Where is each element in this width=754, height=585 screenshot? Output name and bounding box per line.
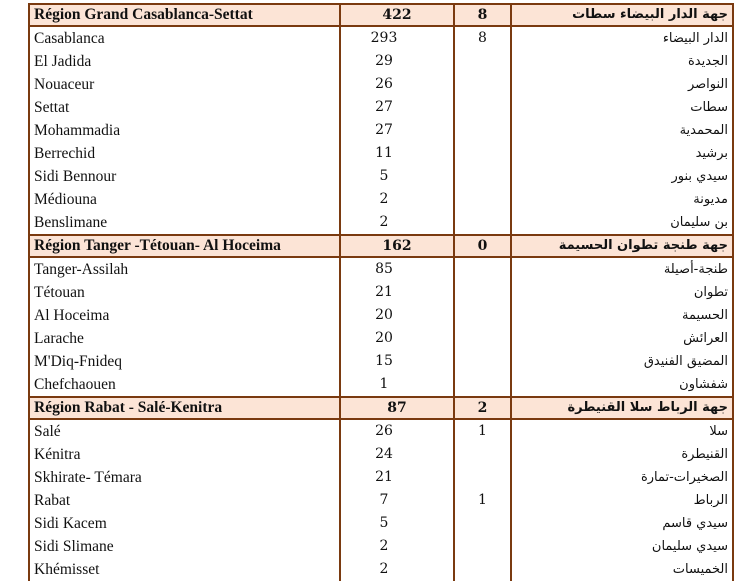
city-deaths — [454, 142, 511, 165]
city-name-ar: سلا — [511, 419, 733, 443]
city-name-ar: الحسيمة — [511, 304, 733, 327]
city-row — [29, 119, 733, 142]
city-count: 293 — [340, 26, 454, 50]
region-total: 162 — [340, 235, 454, 257]
city-name-ar: العرائش — [511, 327, 733, 350]
city-count: 20 — [340, 327, 454, 350]
city-row — [29, 50, 733, 73]
region-name-ar: جهة طنجة تطوان الحسيمة — [511, 235, 733, 257]
city-row — [29, 489, 733, 512]
city-row — [29, 512, 733, 535]
city-count: 2 — [340, 558, 454, 581]
city-row — [29, 373, 733, 397]
city-deaths — [454, 257, 511, 281]
city-name-ar: الصخيرات-تمارة — [511, 466, 733, 489]
city-count: 26 — [340, 419, 454, 443]
city-name-fr: Al Hoceima — [29, 304, 340, 327]
city-row — [29, 165, 733, 188]
region-deaths: 8 — [454, 4, 511, 26]
city-name-fr: Salé — [29, 419, 340, 443]
city-name-ar: النواصر — [511, 73, 733, 96]
city-name-ar: القنيطرة — [511, 443, 733, 466]
city-row — [29, 188, 733, 211]
city-name-fr: Mohammadia — [29, 119, 340, 142]
city-deaths — [454, 281, 511, 304]
region-deaths: 2 — [454, 397, 511, 419]
city-row — [29, 257, 733, 281]
city-deaths — [454, 211, 511, 235]
city-name-ar: طنجة-أصيلة — [511, 257, 733, 281]
city-deaths — [454, 165, 511, 188]
city-deaths — [454, 443, 511, 466]
city-deaths — [454, 327, 511, 350]
city-name-ar: سيدي بنور — [511, 165, 733, 188]
city-name-ar: سيدي سليمان — [511, 535, 733, 558]
city-name-fr: Settat — [29, 96, 340, 119]
regional-cases-table — [28, 3, 734, 581]
region-name-fr: Région Grand Casablanca-Settat — [29, 4, 340, 26]
city-deaths — [454, 96, 511, 119]
city-deaths — [454, 466, 511, 489]
city-row — [29, 350, 733, 373]
city-count: 5 — [340, 512, 454, 535]
city-count: 27 — [340, 96, 454, 119]
city-count: 2 — [340, 188, 454, 211]
city-row — [29, 304, 733, 327]
city-name-fr: Casablanca — [29, 26, 340, 50]
city-deaths — [454, 119, 511, 142]
city-row — [29, 558, 733, 581]
city-count: 27 — [340, 119, 454, 142]
city-count: 24 — [340, 443, 454, 466]
city-deaths — [454, 188, 511, 211]
city-row — [29, 419, 733, 443]
city-name-fr: El Jadida — [29, 50, 340, 73]
city-deaths: 1 — [454, 419, 511, 443]
city-name-fr: Khémisset — [29, 558, 340, 581]
city-name-fr: M'Diq-Fnideq — [29, 350, 340, 373]
region-total: 422 — [340, 4, 454, 26]
city-name-ar: مديونة — [511, 188, 733, 211]
city-deaths — [454, 304, 511, 327]
city-row — [29, 142, 733, 165]
city-count: 26 — [340, 73, 454, 96]
city-deaths — [454, 373, 511, 397]
city-row — [29, 535, 733, 558]
region-row — [29, 4, 733, 26]
city-name-fr: Rabat — [29, 489, 340, 512]
city-name-ar: برشيد — [511, 142, 733, 165]
city-name-ar: المحمدية — [511, 119, 733, 142]
city-deaths: 8 — [454, 26, 511, 50]
region-row — [29, 235, 733, 257]
city-name-fr: Larache — [29, 327, 340, 350]
city-name-ar: الرباط — [511, 489, 733, 512]
city-name-ar: بن سليمان — [511, 211, 733, 235]
city-count: 21 — [340, 466, 454, 489]
city-name-ar: سطات — [511, 96, 733, 119]
city-row — [29, 211, 733, 235]
city-count: 5 — [340, 165, 454, 188]
city-name-fr: Skhirate- Témara — [29, 466, 340, 489]
city-name-fr: Kénitra — [29, 443, 340, 466]
city-count: 21 — [340, 281, 454, 304]
city-name-fr: Nouaceur — [29, 73, 340, 96]
region-name-ar: جهة الدار البيضاء سطات — [511, 4, 733, 26]
city-name-fr: Sidi Slimane — [29, 535, 340, 558]
city-name-ar: المضيق الفنيدق — [511, 350, 733, 373]
city-name-fr: Berrechid — [29, 142, 340, 165]
region-row — [29, 397, 733, 419]
city-deaths — [454, 50, 511, 73]
city-count: 20 — [340, 304, 454, 327]
table-body — [29, 4, 733, 581]
region-name-fr: Région Tanger -Tétouan- Al Hoceima — [29, 235, 340, 257]
city-name-ar: سيدي قاسم — [511, 512, 733, 535]
region-total: 87 — [340, 397, 454, 419]
region-name-fr: Région Rabat - Salé-Kenitra — [29, 397, 340, 419]
region-name-ar: جهة الرباط سلا القنيطرة — [511, 397, 733, 419]
city-name-ar: الخميسات — [511, 558, 733, 581]
city-row — [29, 96, 733, 119]
city-count: 15 — [340, 350, 454, 373]
city-name-fr: Chefchaouen — [29, 373, 340, 397]
city-row — [29, 73, 733, 96]
city-name-ar: شفشاون — [511, 373, 733, 397]
city-deaths — [454, 535, 511, 558]
city-row — [29, 443, 733, 466]
city-row — [29, 26, 733, 50]
city-name-fr: Tétouan — [29, 281, 340, 304]
city-deaths — [454, 512, 511, 535]
city-count: 2 — [340, 535, 454, 558]
city-deaths — [454, 558, 511, 581]
city-count: 1 — [340, 373, 454, 397]
city-count: 29 — [340, 50, 454, 73]
city-name-fr: Sidi Bennour — [29, 165, 340, 188]
region-deaths: 0 — [454, 235, 511, 257]
city-name-fr: Médiouna — [29, 188, 340, 211]
city-name-ar: الدار البيضاء — [511, 26, 733, 50]
city-deaths — [454, 350, 511, 373]
city-deaths — [454, 73, 511, 96]
city-name-ar: تطوان — [511, 281, 733, 304]
city-count: 7 — [340, 489, 454, 512]
city-count: 85 — [340, 257, 454, 281]
city-name-fr: Tanger-Assilah — [29, 257, 340, 281]
city-row — [29, 281, 733, 304]
city-name-ar: الجديدة — [511, 50, 733, 73]
city-name-fr: Benslimane — [29, 211, 340, 235]
city-name-fr: Sidi Kacem — [29, 512, 340, 535]
city-count: 11 — [340, 142, 454, 165]
city-deaths: 1 — [454, 489, 511, 512]
city-row — [29, 327, 733, 350]
city-row — [29, 466, 733, 489]
city-count: 2 — [340, 211, 454, 235]
